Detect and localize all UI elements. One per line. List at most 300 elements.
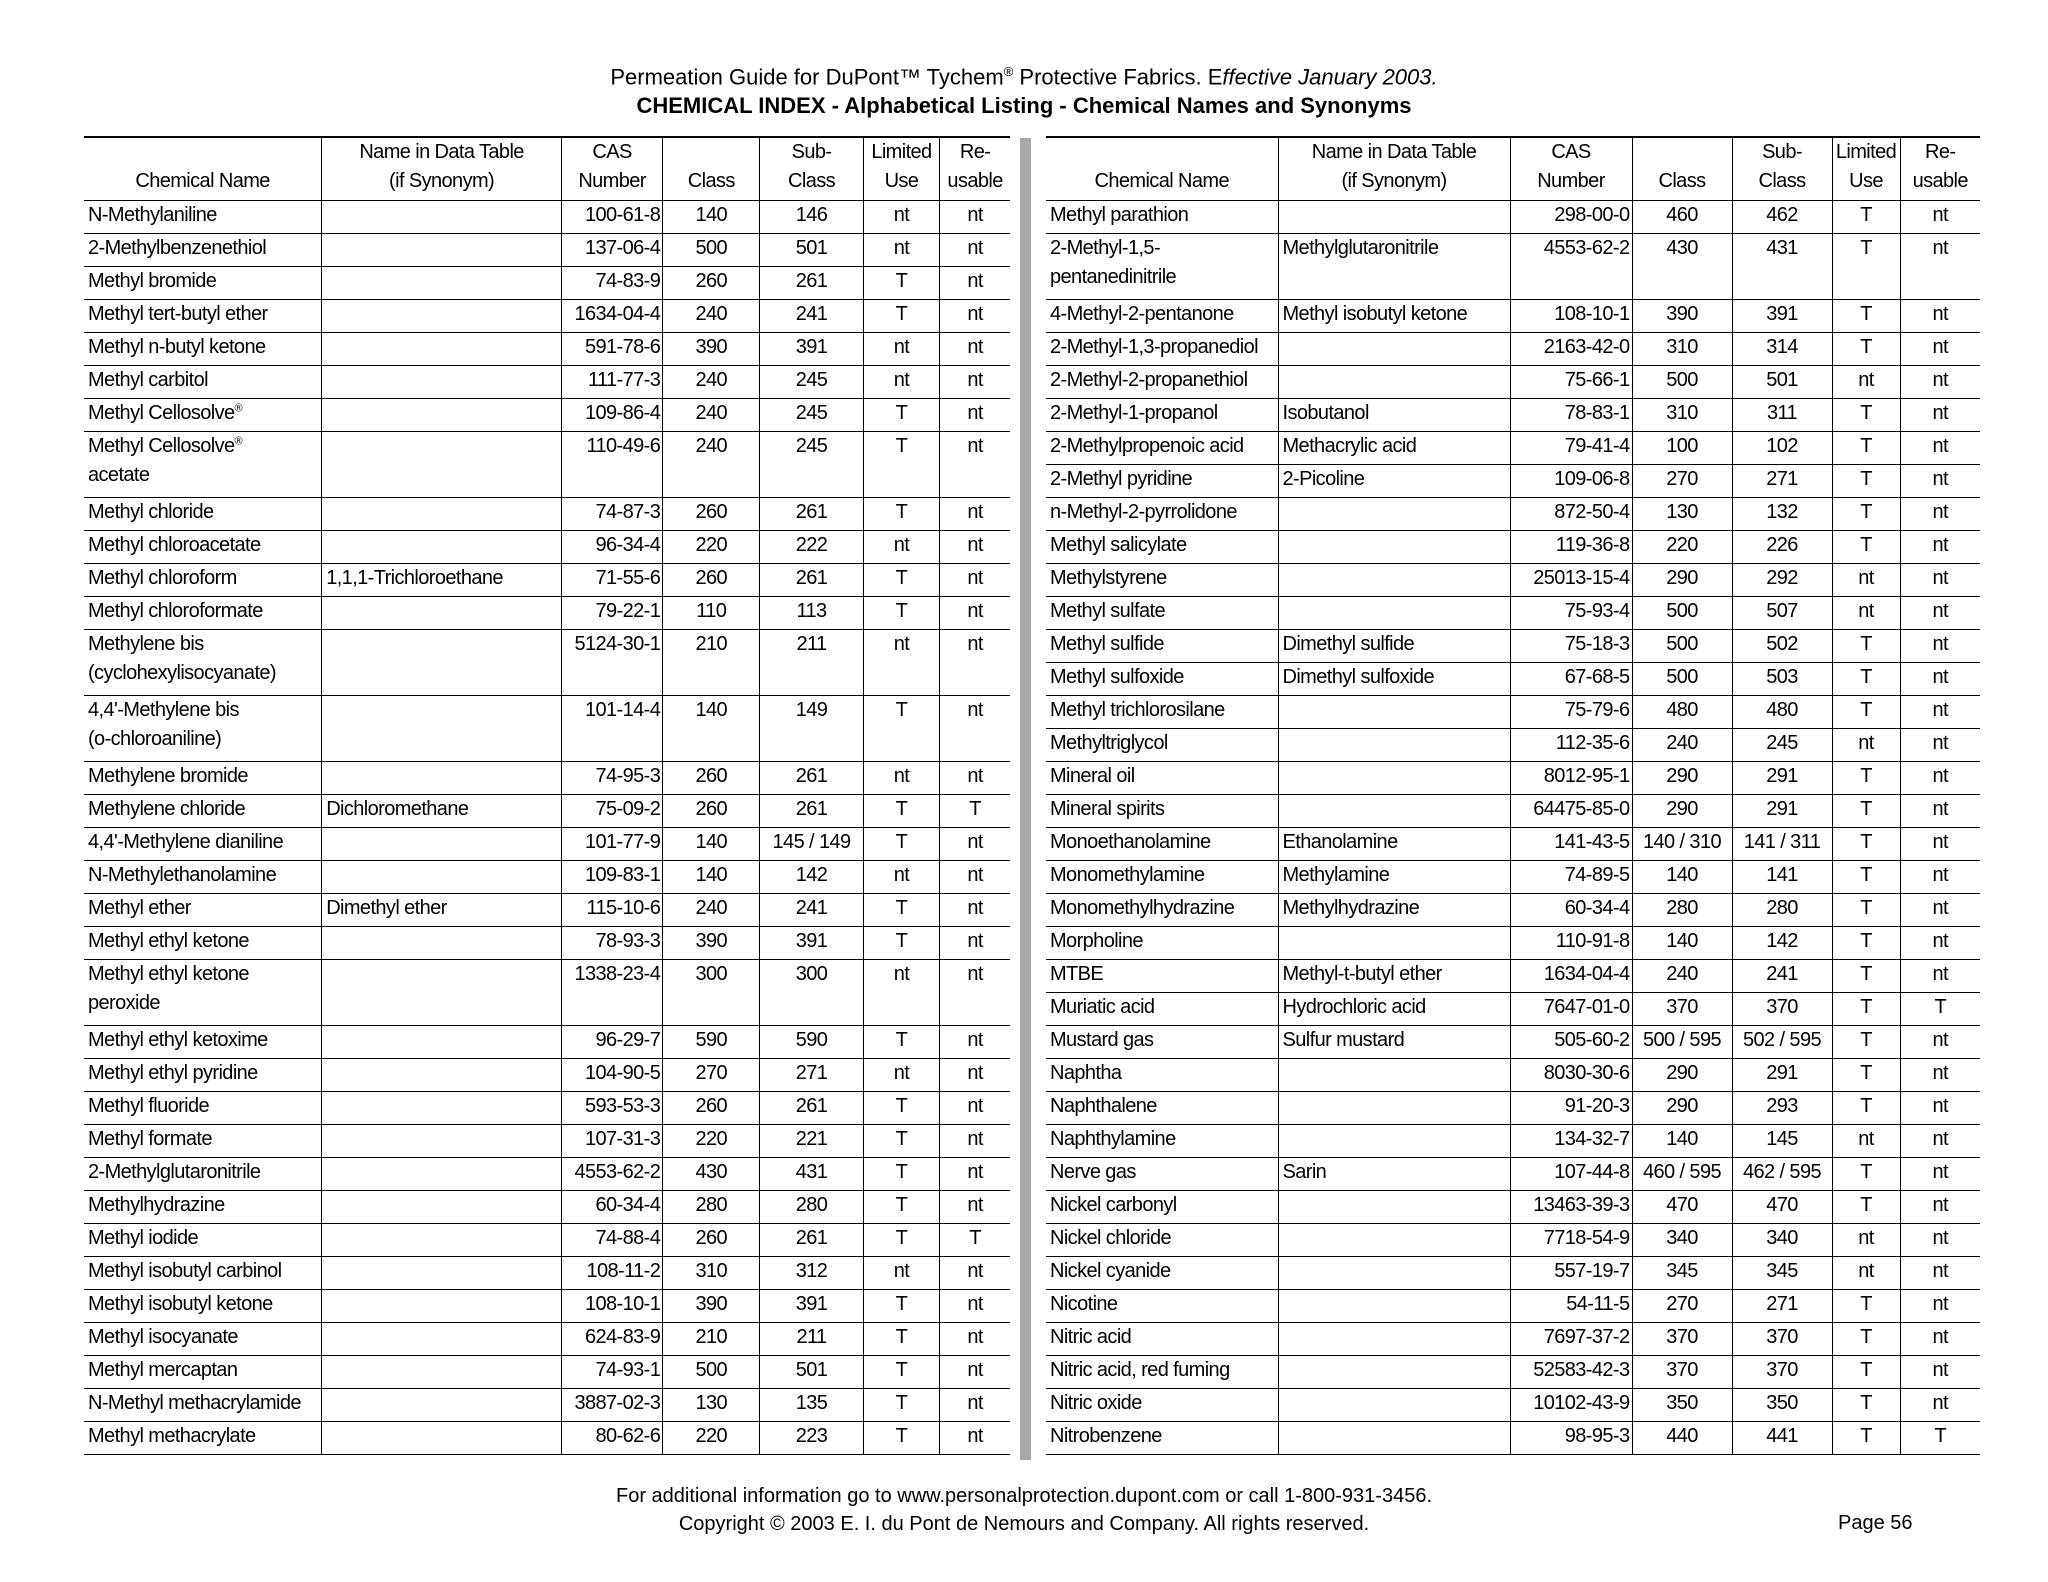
cell-class: 260 — [663, 564, 760, 597]
chemical-name-text: Methyl parathion — [1050, 204, 1189, 226]
cell-chemical-name — [1046, 894, 1278, 927]
cell-reusable: nt — [940, 531, 1010, 564]
cell-synonym — [322, 1125, 562, 1158]
cell-limited-use: T — [863, 267, 939, 300]
registered-mark: ® — [1003, 64, 1014, 79]
cell-reusable: nt — [1900, 1290, 1980, 1323]
cell-reusable: nt — [940, 432, 1010, 498]
cell-synonym — [1278, 1059, 1510, 1092]
chemical-name-text: Methyl Cellosolve — [88, 435, 235, 457]
cell-reusable: nt — [940, 762, 1010, 795]
chemical-name-text: Mustard gas — [1050, 1029, 1154, 1051]
cell-class: 340 — [1632, 1224, 1732, 1257]
cell-synonym — [322, 1290, 562, 1323]
cell-cas-number: 75-93-4 — [1510, 597, 1632, 630]
cell-reusable: nt — [1900, 762, 1980, 795]
col-header-limited-use: Limited Use — [863, 137, 939, 201]
cell-reusable: nt — [940, 1257, 1010, 1290]
cell-limited-use: T — [863, 1191, 939, 1224]
chemical-name-text: Nickel chloride — [1050, 1227, 1172, 1249]
cell-subclass: 391 — [760, 927, 863, 960]
cell-cas-number: 74-93-1 — [561, 1356, 662, 1389]
cell-reusable: nt — [1900, 1323, 1980, 1356]
effective-date: ffective January 2003. — [1222, 64, 1438, 90]
cell-limited-use: nt — [1832, 1257, 1900, 1290]
cell-reusable: nt — [940, 564, 1010, 597]
cell-synonym: Dimethyl ether — [322, 894, 562, 927]
cell-class: 290 — [1632, 795, 1732, 828]
cell-subclass: 145 / 149 — [760, 828, 863, 861]
cell-subclass: 501 — [1732, 366, 1832, 399]
cell-cas-number: 7718-54-9 — [1510, 1224, 1632, 1257]
cell-cas-number: 505-60-2 — [1510, 1026, 1632, 1059]
cell-chemical-name — [1046, 861, 1278, 894]
cell-chemical-name — [84, 828, 322, 861]
cell-class: 260 — [663, 267, 760, 300]
cell-class: 290 — [1632, 762, 1732, 795]
cell-class: 220 — [663, 1422, 760, 1455]
cell-cas-number: 74-95-3 — [561, 762, 662, 795]
chemical-name-text: 2-Methylbenzenethiol — [88, 237, 267, 259]
cell-chemical-name — [1046, 630, 1278, 663]
cell-reusable: nt — [1900, 1059, 1980, 1092]
table-row — [1046, 1125, 1980, 1158]
table-row — [1046, 1026, 1980, 1059]
cell-reusable: nt — [940, 267, 1010, 300]
cell-subclass: 245 — [1732, 729, 1832, 762]
cell-class: 460 / 595 — [1632, 1158, 1732, 1191]
cell-cas-number: 3887-02-3 — [561, 1389, 662, 1422]
cell-chemical-name — [84, 1290, 322, 1323]
cell-class: 300 — [663, 960, 760, 1026]
chemical-name-text: Monoethanolamine — [1050, 831, 1211, 853]
cell-chemical-name — [84, 1059, 322, 1092]
chemical-name-text-line2: pentanedinitrile — [1050, 266, 1177, 288]
table-row — [84, 1092, 1010, 1125]
table-row — [1046, 597, 1980, 630]
cell-cas-number: 1338-23-4 — [561, 960, 662, 1026]
cell-reusable: nt — [1900, 1125, 1980, 1158]
cell-cas-number: 109-86-4 — [561, 399, 662, 432]
cell-limited-use: nt — [1832, 366, 1900, 399]
cell-cas-number: 79-22-1 — [561, 597, 662, 630]
cell-cas-number: 101-77-9 — [561, 828, 662, 861]
cell-synonym — [322, 498, 562, 531]
cell-class: 500 — [1632, 366, 1732, 399]
cell-chemical-name — [84, 1125, 322, 1158]
chemical-name-text: Methyl sulfate — [1050, 600, 1165, 622]
cell-subclass: 470 — [1732, 1191, 1832, 1224]
cell-cas-number: 78-93-3 — [561, 927, 662, 960]
cell-class: 240 — [663, 366, 760, 399]
table-row — [84, 333, 1010, 366]
cell-limited-use: T — [1832, 861, 1900, 894]
cell-cas-number: 78-83-1 — [1510, 399, 1632, 432]
chemical-name-text: Methyl chloroform — [88, 567, 237, 589]
cell-reusable: nt — [1900, 531, 1980, 564]
cell-cas-number: 96-29-7 — [561, 1026, 662, 1059]
cell-cas-number: 101-14-4 — [561, 696, 662, 762]
cell-limited-use: T — [1832, 1356, 1900, 1389]
cell-class: 240 — [1632, 960, 1732, 993]
cell-chemical-name — [1046, 1059, 1278, 1092]
cell-class: 210 — [663, 630, 760, 696]
chemical-name-text: Nerve gas — [1050, 1161, 1136, 1183]
cell-synonym — [1278, 1092, 1510, 1125]
table-row — [1046, 861, 1980, 894]
table-body-left — [84, 201, 1010, 1455]
chemical-index-table-right — [1046, 136, 1980, 1455]
cell-cas-number: 10102-43-9 — [1510, 1389, 1632, 1422]
page-number: Page 56 — [1838, 1512, 1913, 1534]
table-row — [1046, 729, 1980, 762]
table-row — [1046, 465, 1980, 498]
cell-subclass: 391 — [1732, 300, 1832, 333]
table-row — [1046, 663, 1980, 696]
cell-subclass: 350 — [1732, 1389, 1832, 1422]
cell-subclass: 462 / 595 — [1732, 1158, 1832, 1191]
cell-cas-number: 74-89-5 — [1510, 861, 1632, 894]
cell-synonym — [1278, 1125, 1510, 1158]
cell-cas-number: 100-61-8 — [561, 201, 662, 234]
chemical-name-text: Naphtha — [1050, 1062, 1122, 1084]
cell-reusable: nt — [940, 1125, 1010, 1158]
cell-subclass: 102 — [1732, 432, 1832, 465]
cell-chemical-name — [1046, 201, 1278, 234]
cell-limited-use: nt — [1832, 729, 1900, 762]
col-header-subclass: Sub- Class — [1732, 137, 1832, 201]
cell-cas-number: 137-06-4 — [561, 234, 662, 267]
cell-limited-use: T — [1832, 960, 1900, 993]
table-row — [1046, 399, 1980, 432]
cell-chemical-name — [1046, 531, 1278, 564]
table-row — [84, 597, 1010, 630]
cell-synonym: Methyl isobutyl ketone — [1278, 300, 1510, 333]
cell-subclass: 480 — [1732, 696, 1832, 729]
cell-class: 260 — [663, 762, 760, 795]
col-header-synonym: Name in Data Table (if Synonym) — [1278, 137, 1510, 201]
cell-synonym — [322, 762, 562, 795]
cell-synonym: Ethanolamine — [1278, 828, 1510, 861]
cell-subclass: 261 — [760, 498, 863, 531]
table-row — [1046, 498, 1980, 531]
cell-subclass: 141 — [1732, 861, 1832, 894]
chemical-name-text: Methyl ethyl ketone — [88, 930, 249, 952]
cell-limited-use: nt — [1832, 597, 1900, 630]
cell-reusable: nt — [940, 1290, 1010, 1323]
cell-cas-number: 75-09-2 — [561, 795, 662, 828]
cell-subclass: 340 — [1732, 1224, 1832, 1257]
cell-chemical-name — [84, 267, 322, 300]
cell-cas-number: 74-87-3 — [561, 498, 662, 531]
cell-chemical-name — [1046, 465, 1278, 498]
cell-class: 130 — [1632, 498, 1732, 531]
cell-synonym — [322, 1158, 562, 1191]
cell-subclass: 370 — [1732, 1323, 1832, 1356]
cell-cas-number: 109-06-8 — [1510, 465, 1632, 498]
cell-limited-use: T — [863, 1389, 939, 1422]
chemical-name-text: n-Methyl-2-pyrrolidone — [1050, 501, 1237, 523]
chemical-name-text: Methyl mercaptan — [88, 1359, 238, 1381]
cell-reusable: nt — [1900, 300, 1980, 333]
table-row — [84, 1323, 1010, 1356]
table-row — [84, 1026, 1010, 1059]
cell-class: 590 — [663, 1026, 760, 1059]
cell-reusable: nt — [940, 1422, 1010, 1455]
table-row — [1046, 531, 1980, 564]
cell-cas-number: 1634-04-4 — [561, 300, 662, 333]
cell-reusable: nt — [1900, 960, 1980, 993]
cell-subclass: 245 — [760, 366, 863, 399]
table-row — [84, 927, 1010, 960]
cell-synonym — [322, 234, 562, 267]
cell-limited-use: T — [863, 597, 939, 630]
chemical-name-text: Methylene chloride — [88, 798, 246, 820]
cell-cas-number: 624-83-9 — [561, 1323, 662, 1356]
cell-class: 390 — [663, 1290, 760, 1323]
cell-reusable: nt — [940, 201, 1010, 234]
chemical-name-text: Methyl isocyanate — [88, 1326, 238, 1348]
cell-chemical-name — [1046, 960, 1278, 993]
table-row — [84, 828, 1010, 861]
table-row — [84, 795, 1010, 828]
table-row — [84, 762, 1010, 795]
chemical-name-text: Methyl isobutyl ketone — [88, 1293, 273, 1315]
cell-chemical-name — [1046, 1026, 1278, 1059]
table-row — [84, 1125, 1010, 1158]
cell-subclass: 280 — [760, 1191, 863, 1224]
cell-class: 130 — [663, 1389, 760, 1422]
chemical-name-text: Methyl bromide — [88, 270, 217, 292]
footer-info: For additional information go to www.personalprotection.dupont.com or call 1-800-931-3456. — [615, 1485, 1433, 1507]
cell-cas-number: 5124-30-1 — [561, 630, 662, 696]
cell-limited-use: T — [1832, 927, 1900, 960]
table-header-row — [1046, 137, 1980, 201]
cell-subclass: 245 — [760, 399, 863, 432]
cell-limited-use: T — [1832, 465, 1900, 498]
cell-chemical-name — [84, 1422, 322, 1455]
table-row — [84, 1158, 1010, 1191]
cell-cas-number: 75-79-6 — [1510, 696, 1632, 729]
cell-reusable: nt — [940, 696, 1010, 762]
cell-synonym — [322, 861, 562, 894]
column-divider — [1020, 138, 1031, 1460]
title-text-rest: Protective Fabrics. E — [1013, 64, 1223, 90]
chemical-name-text: Methyl iodide — [88, 1227, 199, 1249]
cell-reusable: nt — [940, 1158, 1010, 1191]
cell-reusable: nt — [1900, 465, 1980, 498]
cell-limited-use: T — [1832, 1092, 1900, 1125]
chemical-name-text: Methyl n-butyl ketone — [88, 336, 266, 358]
cell-class: 240 — [1632, 729, 1732, 762]
cell-subclass: 145 — [1732, 1125, 1832, 1158]
cell-limited-use: T — [863, 1158, 939, 1191]
cell-cas-number: 109-83-1 — [561, 861, 662, 894]
cell-synonym — [322, 432, 562, 498]
cell-synonym — [1278, 1224, 1510, 1257]
cell-cas-number: 74-83-9 — [561, 267, 662, 300]
cell-subclass: 141 / 311 — [1732, 828, 1832, 861]
chemical-name-text: Morpholine — [1050, 930, 1143, 952]
cell-synonym — [1278, 564, 1510, 597]
table-row — [1046, 696, 1980, 729]
cell-reusable: nt — [940, 960, 1010, 1026]
cell-cas-number: 111-77-3 — [561, 366, 662, 399]
chemical-name-text: Methyl formate — [88, 1128, 212, 1150]
cell-chemical-name — [1046, 564, 1278, 597]
table-row — [1046, 795, 1980, 828]
cell-chemical-name — [84, 432, 322, 498]
cell-cas-number: 134-32-7 — [1510, 1125, 1632, 1158]
cell-chemical-name — [84, 201, 322, 234]
cell-limited-use: T — [1832, 1422, 1900, 1455]
cell-reusable: nt — [940, 828, 1010, 861]
cell-synonym — [322, 597, 562, 630]
chemical-name-text: N-Methylaniline — [88, 204, 217, 226]
table-body-right — [1046, 201, 1980, 1455]
table-row — [1046, 1422, 1980, 1455]
table-header-row — [84, 137, 1010, 201]
cell-synonym — [322, 1356, 562, 1389]
cell-synonym — [322, 1059, 562, 1092]
cell-chemical-name — [84, 1158, 322, 1191]
cell-synonym — [1278, 696, 1510, 729]
cell-chemical-name — [1046, 993, 1278, 1026]
cell-synonym — [1278, 1323, 1510, 1356]
cell-chemical-name — [84, 564, 322, 597]
cell-cas-number: 79-41-4 — [1510, 432, 1632, 465]
table-row — [1046, 1092, 1980, 1125]
cell-reusable: nt — [940, 498, 1010, 531]
table-row — [84, 201, 1010, 234]
table-row — [1046, 1257, 1980, 1290]
cell-cas-number: 104-90-5 — [561, 1059, 662, 1092]
chemical-name-text: Muriatic acid — [1050, 996, 1155, 1018]
cell-reusable: nt — [940, 894, 1010, 927]
cell-subclass: 223 — [760, 1422, 863, 1455]
table-row — [84, 630, 1010, 696]
cell-subclass: 300 — [760, 960, 863, 1026]
cell-class: 370 — [1632, 1356, 1732, 1389]
table-row — [1046, 432, 1980, 465]
cell-class: 460 — [1632, 201, 1732, 234]
cell-limited-use: T — [1832, 333, 1900, 366]
cell-synonym — [322, 927, 562, 960]
table-row — [1046, 201, 1980, 234]
cell-cas-number: 110-91-8 — [1510, 927, 1632, 960]
cell-synonym — [322, 1389, 562, 1422]
cell-subclass: 314 — [1732, 333, 1832, 366]
cell-synonym — [1278, 1191, 1510, 1224]
cell-class: 470 — [1632, 1191, 1732, 1224]
cell-reusable: nt — [1900, 1389, 1980, 1422]
cell-limited-use: T — [1832, 234, 1900, 300]
cell-chemical-name — [84, 1191, 322, 1224]
cell-class: 140 / 310 — [1632, 828, 1732, 861]
cell-class: 345 — [1632, 1257, 1732, 1290]
cell-chemical-name — [84, 795, 322, 828]
registered-mark: ® — [234, 402, 243, 415]
cell-class: 290 — [1632, 564, 1732, 597]
chemical-name-text: Methyl ethyl pyridine — [88, 1062, 258, 1084]
cell-subclass: 391 — [760, 1290, 863, 1323]
chemical-name-text: Methyl salicylate — [1050, 534, 1187, 556]
chemical-name-text-line2: peroxide — [88, 992, 160, 1014]
chemical-name-text: Methylene bis — [88, 633, 204, 655]
table-row — [84, 234, 1010, 267]
cell-class: 310 — [1632, 333, 1732, 366]
table-row — [1046, 333, 1980, 366]
cell-subclass: 241 — [760, 894, 863, 927]
cell-class: 310 — [1632, 399, 1732, 432]
cell-reusable: nt — [940, 597, 1010, 630]
cell-subclass: 146 — [760, 201, 863, 234]
table-row — [84, 498, 1010, 531]
cell-subclass: 261 — [760, 564, 863, 597]
cell-limited-use: T — [863, 1323, 939, 1356]
cell-limited-use: T — [863, 1290, 939, 1323]
cell-reusable: nt — [1900, 1191, 1980, 1224]
cell-synonym — [1278, 366, 1510, 399]
cell-chemical-name — [1046, 1356, 1278, 1389]
cell-synonym: Methylamine — [1278, 861, 1510, 894]
cell-subclass: 391 — [760, 333, 863, 366]
table-row — [1046, 1224, 1980, 1257]
col-header-reusable: Re- usable — [940, 137, 1010, 201]
table-row — [1046, 1356, 1980, 1389]
cell-class: 500 / 595 — [1632, 1026, 1732, 1059]
cell-chemical-name — [1046, 1092, 1278, 1125]
cell-chemical-name — [84, 1257, 322, 1290]
cell-limited-use: T — [1832, 1191, 1900, 1224]
cell-cas-number: 60-34-4 — [1510, 894, 1632, 927]
chemical-name-text: Nitric oxide — [1050, 1392, 1142, 1414]
cell-synonym: Dichloromethane — [322, 795, 562, 828]
cell-synonym: 1,1,1-Trichloroethane — [322, 564, 562, 597]
chemical-name-text: 2-Methyl pyridine — [1050, 468, 1193, 490]
cell-limited-use: T — [863, 564, 939, 597]
cell-reusable: nt — [1900, 696, 1980, 729]
cell-chemical-name — [1046, 498, 1278, 531]
chemical-name-text: Methyl ethyl ketone — [88, 963, 249, 985]
cell-limited-use: nt — [863, 960, 939, 1026]
cell-cas-number: 4553-62-2 — [1510, 234, 1632, 300]
table-row — [84, 300, 1010, 333]
cell-subclass: 501 — [760, 234, 863, 267]
cell-reusable: T — [1900, 993, 1980, 1026]
cell-subclass: 261 — [760, 267, 863, 300]
cell-subclass: 292 — [1732, 564, 1832, 597]
col-header-class: Class — [1632, 137, 1732, 201]
cell-limited-use: T — [1832, 1059, 1900, 1092]
cell-reusable: T — [1900, 1422, 1980, 1455]
cell-limited-use: T — [863, 795, 939, 828]
cell-subclass: 113 — [760, 597, 863, 630]
cell-cas-number: 7697-37-2 — [1510, 1323, 1632, 1356]
cell-subclass: 311 — [1732, 399, 1832, 432]
cell-limited-use: nt — [863, 201, 939, 234]
cell-cas-number: 107-31-3 — [561, 1125, 662, 1158]
chemical-name-text-line2: (o-chloroaniline) — [88, 728, 222, 750]
cell-class: 140 — [1632, 927, 1732, 960]
chemical-name-text: Nickel carbonyl — [1050, 1194, 1177, 1216]
cell-limited-use: T — [1832, 201, 1900, 234]
cell-subclass: 431 — [760, 1158, 863, 1191]
cell-class: 290 — [1632, 1059, 1732, 1092]
cell-class: 240 — [663, 432, 760, 498]
cell-limited-use: nt — [863, 762, 939, 795]
cell-cas-number: 108-10-1 — [1510, 300, 1632, 333]
